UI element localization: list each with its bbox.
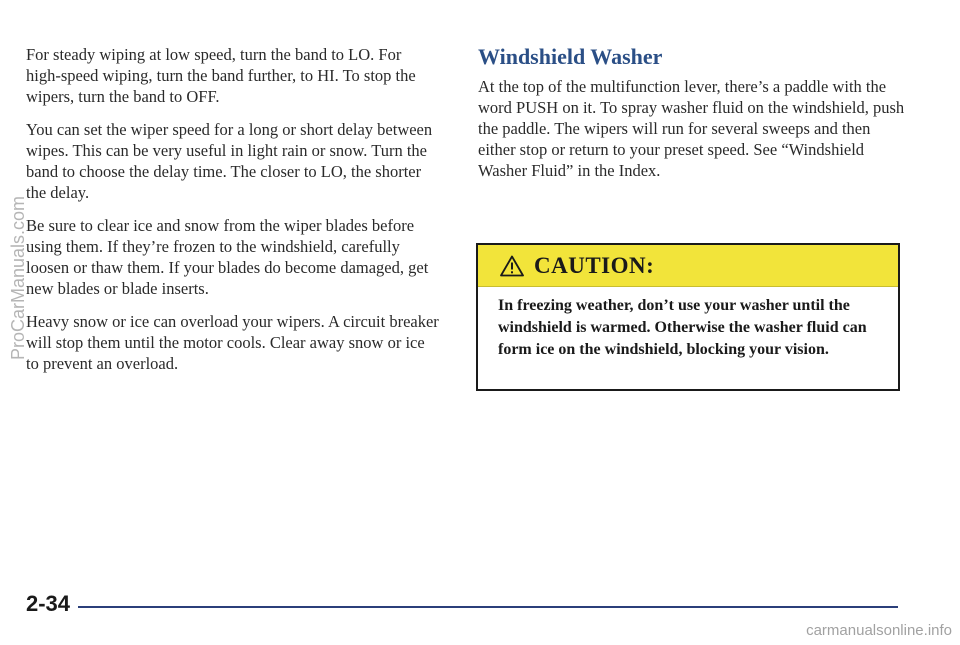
watermark: ProCarManuals.com — [8, 195, 28, 360]
footer-rule — [78, 606, 898, 608]
paragraph-wiper-delay: You can set the wiper speed for a long or short delay between wipes. This can be very useful in light rain or snow. Turn the band to choose the delay time. The closer to LO, the shorter the delay. — [26, 120, 433, 202]
caution-text: In freezing weather, don’t use your washer until the windshield is warmed. Otherwise the washer fluid can form ice on the windshield, blocking your vision. — [498, 297, 867, 358]
caution-box — [476, 243, 900, 391]
footer-url: carmanualsonline.info — [806, 622, 952, 639]
left-column — [26, 44, 440, 386]
right-column — [478, 44, 908, 181]
warning-triangle-icon — [500, 255, 524, 277]
caution-header — [478, 245, 898, 287]
caution-title: CAUTION: — [534, 252, 655, 278]
section-heading: Windshield Washer — [478, 44, 663, 69]
page-number: 2-34 — [26, 591, 71, 616]
paragraph-overload: Heavy snow or ice can overload your wipers. A circuit breaker will stop them until the motor cools. Clear away snow or ice to prevent an overload. — [26, 312, 439, 373]
paragraph-wiper-speed: For steady wiping at low speed, turn the band to LO. For high-speed wiping, turn the band further, to HI. To stop the wipers, turn the band to OFF. — [26, 45, 416, 106]
paragraph-clear-ice: Be sure to clear ice and snow from the wiper blades before using them. If they’re frozen to the windshield, carefully loosen or thaw them. If your blades do become damaged, get new blades or blade inserts. — [26, 216, 429, 298]
paragraph-washer: At the top of the multifunction lever, there’s a paddle with the word PUSH on it. To spray washer fluid on the windshield, push the paddle. The wipers will run for several sweeps and then either stop or return to your preset speed. See “Windshield Washer Fluid” in the Index. — [478, 77, 905, 180]
